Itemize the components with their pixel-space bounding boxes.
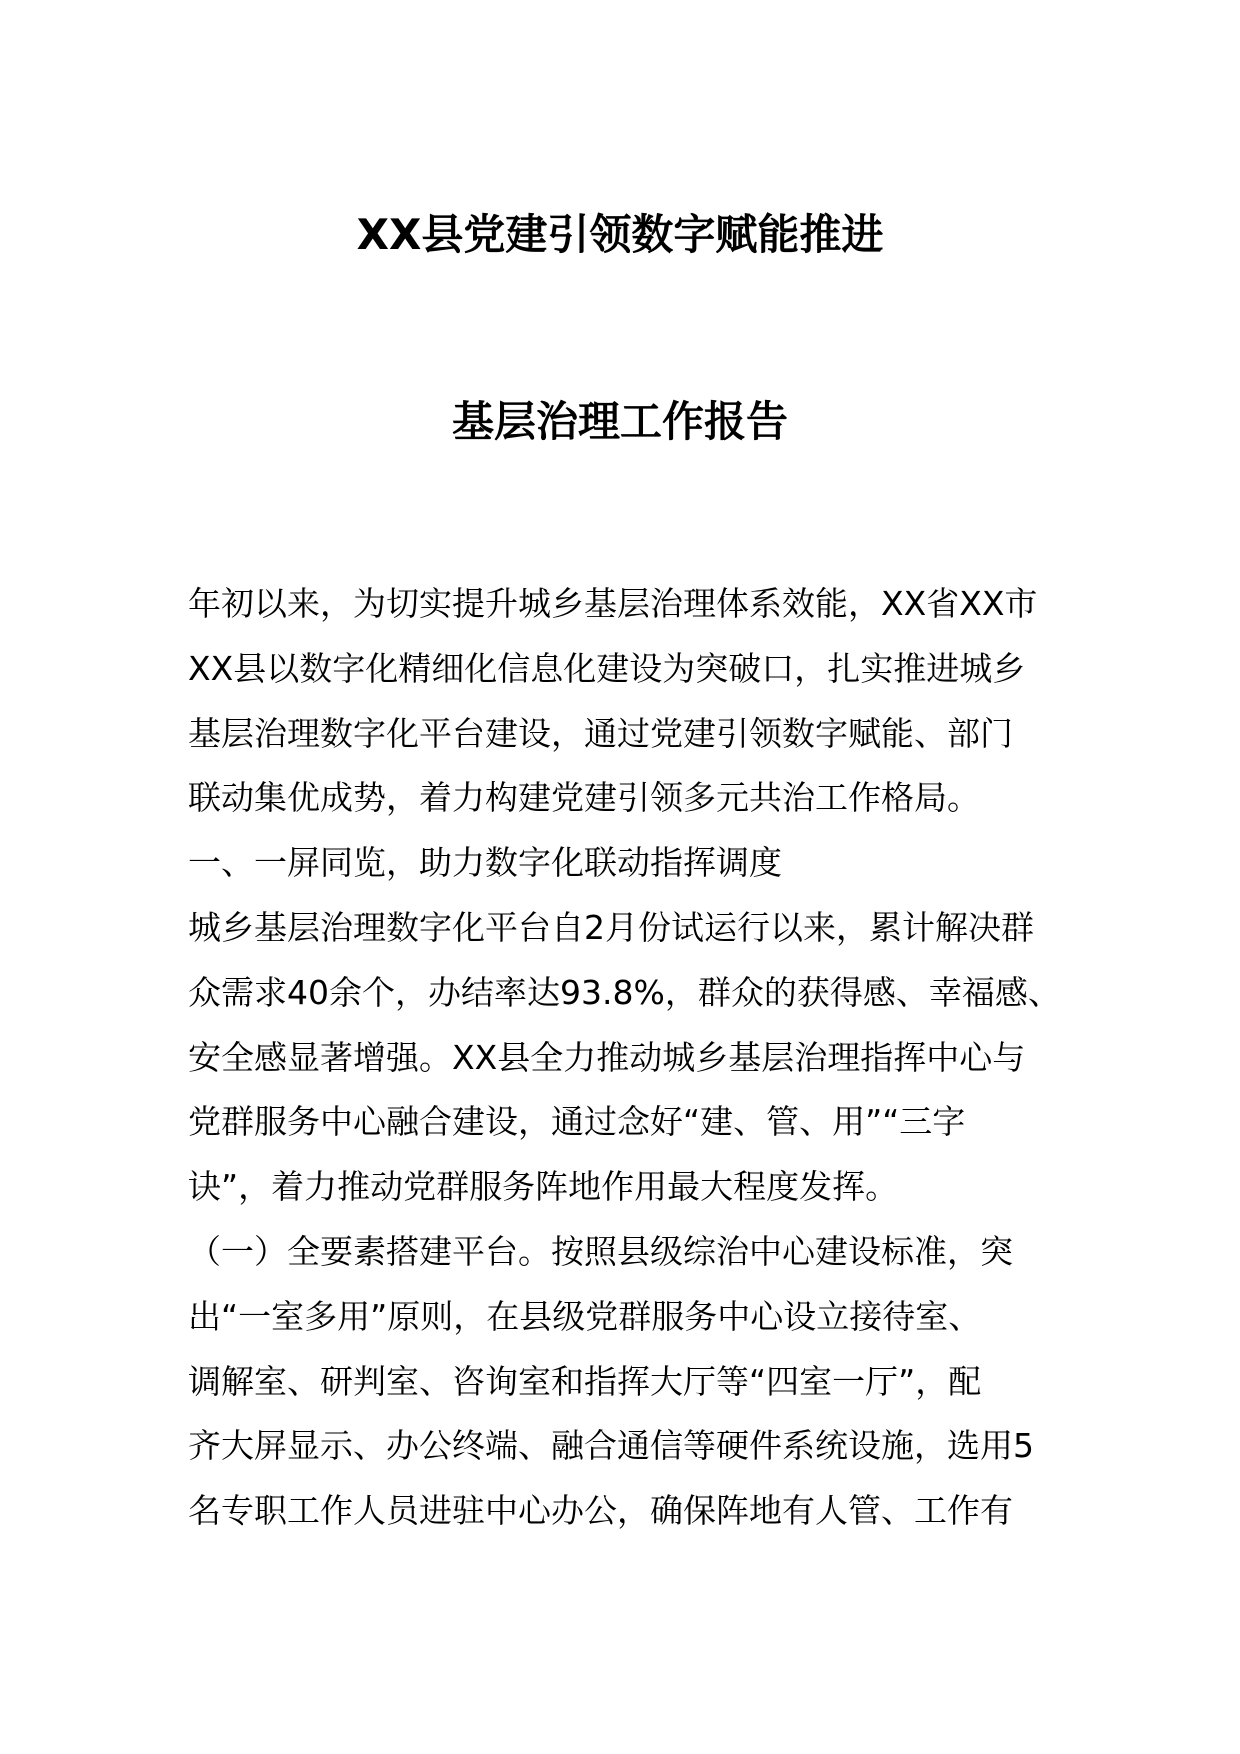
document-body <box>188 572 1068 1544</box>
body-line: 齐大屏显示、办公终端、融合通信等硬件系统设施，选用5 <box>188 1426 1034 1466</box>
document-title-line-1: XX县党建引领数字赋能推进 <box>356 210 884 259</box>
body-line: XX县以数字化精细化信息化建设为突破口，扎实推进城乡 <box>188 648 1026 688</box>
subsection-line: （一）全要素搭建平台。按照县级综治中心建设标准，突 <box>188 1231 1013 1271</box>
body-line: 调解室、研判室、咨询室和指挥大厅等“四室一厅”，配 <box>188 1361 982 1401</box>
body-line: 出“一室多用”原则，在县级党群服务中心设立接待室、 <box>188 1296 982 1336</box>
body-line: 年初以来，为切实提升城乡基层治理体系效能，XX省XX市 <box>188 584 1038 623</box>
body-line: 诀”，着力推动党群服务阵地作用最大程度发挥。 <box>188 1167 899 1207</box>
body-line: 基层治理数字化平台建设，通过党建引领数字赋能、部门 <box>188 713 1013 753</box>
body-line: 党群服务中心融合建设，通过念好“建、管、用”“三字 <box>188 1102 966 1142</box>
section-heading: 一、一屏同览，助力数字化联动指挥调度 <box>188 843 782 883</box>
body-line: 众需求40余个，办结率达93.8%，群众的获得感、幸福感、 <box>188 972 1061 1012</box>
body-line: 城乡基层治理数字化平台自2月份试运行以来，累计解决群 <box>188 907 1034 947</box>
body-line: 联动集优成势，着力构建党建引领多元共治工作格局。 <box>188 778 980 818</box>
body-line: 安全感显著增强。XX县全力推动城乡基层治理指挥中心与 <box>188 1037 1026 1077</box>
document-title-line-2: 基层治理工作报告 <box>451 397 788 446</box>
body-line: 名专职工作人员进驻中心办公，确保阵地有人管、工作有 <box>188 1491 1013 1531</box>
